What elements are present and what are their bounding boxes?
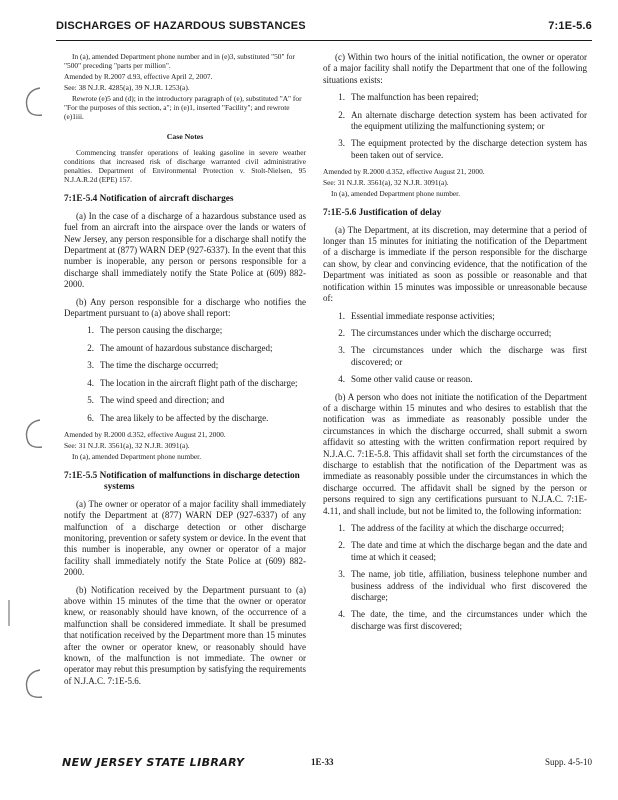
case-notes-heading: Case Notes: [166, 132, 204, 141]
list-item: 4. Some other valid cause or reason.: [338, 374, 473, 385]
page-footer: [56, 756, 592, 776]
paragraph-5-6-a: (a) The Department, at its discretion, may determine that a period of longer than 15 minutes for initiating the notification of the Department of a discharge is immediate if the person responsible for the discharge can show, by clear and convincing evidence, that the notification of the Department was initiated as soon as possible or reasonable and that notification within 15 minutes was impossible or unreasonable because of:: [323, 224, 587, 304]
paragraph-5-5-b: (b) Notification received by the Department pursuant to (a) above within 15 minutes of the time that the owner or operator knew, or reasonably should have known, of the occurrence of a malfunction shall be considered immediate. It shall be presumed that notification received by the Department more than 15 minutes after the owner or operator knew, or reasonably should have known, of the malfunction is not immediate. The owner or operator may rebut this presumption by satisfying the requirements of N.J.A.C. 7:1E-5.6.: [64, 584, 306, 686]
right-column: [323, 52, 587, 638]
list-item: 3. The time the discharge occurred;: [87, 360, 219, 371]
list-item: 3. The name, job title, affiliation, business telephone number and business address of the individual who first discovered the discharge;: [338, 569, 587, 603]
punch-hole-mark: [20, 666, 46, 702]
punch-hole-mark: [20, 84, 46, 120]
history-note: Amended by R.2007 d.93, effective April 2, 2007.: [64, 72, 213, 81]
punch-hole-mark: [20, 416, 46, 452]
history-note: In (a), amended Department phone number.: [72, 451, 202, 461]
list-5-4-b: [64, 325, 306, 423]
list-item: 4. The date, the time, and the circumstances under which the discharge was first discovered;: [338, 609, 587, 631]
paragraph-5-4-b: (b) Any person responsible for a discharge who notifies the Department pursuant to (a) above shall report:: [64, 296, 306, 319]
list-item: 5. The wind speed and direction; and: [87, 395, 225, 406]
list-item: 3. The equipment protected by the discharge detection system has been taken out of service.: [338, 138, 587, 160]
page-header: [56, 14, 592, 44]
list-item: 4. The location in the aircraft flight path of the discharge;: [87, 377, 298, 388]
library-stamp: NEW JERSEY STATE LIBRARY: [62, 756, 245, 769]
history-note: See: 31 N.J.R. 3561(a), 32 N.J.R. 3091(a).: [323, 178, 449, 188]
section-heading-5-4: 7:1E-5.4 Notification of aircraft discharges: [64, 194, 234, 205]
paragraph-5-5-c: (c) Within two hours of the initial notification, the owner or operator of a major facility shall notify the Department that one of the following situations exists:: [323, 52, 587, 85]
list-item: 2. The date and time at which the discharge began and the date and time at which it ceased;: [338, 540, 587, 562]
list-item: 2. The amount of hazardous substance discharged;: [87, 342, 273, 353]
paragraph-5-4-a: (a) In the case of a discharge of a hazardous substance used as fuel from an aircraft into the airspace over the lands or waters of New Jersey, any person responsible for a discharge shall notify the Department at (877) WARN DEP (927-6337). In the event that this number is inoperable, any person or persons responsible for a discharge shall immediately notify the State Police at (609) 882-2000.: [64, 210, 306, 290]
paragraph-5-5-a: (a) The owner or operator of a major facility shall immediately notify the Department at (877) WARN DEP (927-6337) of any malfunction of a discharge detection or other discharge monitoring, prevention or safety system or device. In the event that this number is inoperable, any owner or operator of a major facility shall immediately notify the State Police at (609) 882-2000.: [64, 498, 306, 578]
history-note: In (a), amended Department phone number.: [331, 189, 461, 199]
list-item: 1. The malfunction has been repaired;: [338, 92, 479, 103]
list-5-6-b: [323, 523, 587, 632]
list-item: 1. Essential immediate response activities;: [338, 310, 495, 321]
list-5-6-a: [323, 311, 587, 386]
history-note: Amended by R.2000 d.352, effective August 21, 2000.: [64, 429, 226, 439]
history-note: See: 31 N.J.R. 3561(a), 32 N.J.R. 3091(a).: [64, 440, 190, 450]
section-heading-5-6: 7:1E-5.6 Justification of delay: [323, 208, 442, 219]
list-item: 2. An alternate discharge detection system has been activated for the equipment utilizing the malfunctioning system; or: [338, 109, 587, 132]
list-5-5-c: [323, 92, 587, 161]
list-item: 3. The circumstances under which the discharge was first discovered; or: [338, 345, 587, 367]
supplement-date: Supp. 4-5-10: [545, 757, 592, 767]
margin-scan-mark: [8, 600, 10, 626]
case-notes-body: Commencing transfer operations of leaking gasoline in severe weather conditions that increased risk of discharge warranted civil administrative penalties. Department of Environmental Protection v. Stolt-Nielsen, 95 N.J.A.R.2d (EPE) 157.: [64, 148, 306, 185]
running-head-section: 7:1E-5.6: [548, 20, 592, 32]
paragraph-5-6-b: (b) A person who does not initiate the notification of the Department of a discharge within 15 minutes and who desires to establish that the notification was as immediate as reasonably possible under the circumstances in which the discharge occurred, shall submit a sworn affidavit so attesting with the written confirmation report required by N.J.A.C. 7:1E-5.8. This affidavit shall set forth the circumstances of the discharge to establish that the notification of the Department was as immediate as reasonably possible under the circumstances in which the discharge occurred. The affidavit shall be signed by the person or persons required to sign any certifications pursuant to N.J.A.C. 7:1E-4.11, and shall include, but not be limited to, the following information:: [323, 391, 587, 516]
history-note: In (a), amended Department phone number and in (e)3, substituted "50" for "500" preceding "parts per million".: [64, 52, 295, 70]
history-note: Rewrote (e)5 and (d); in the introductory paragraph of (e), substituted "A" for "For the purposes of this section, a"; in (e)1, inserted "Facility"; and rewrote (e)1iii.: [64, 94, 302, 121]
history-note: See: 38 N.J.R. 4285(a), 39 N.J.R. 1253(a).: [64, 83, 190, 92]
page-number: 1E-33: [311, 757, 334, 767]
running-head-title: DISCHARGES OF HAZARDOUS SUBSTANCES: [56, 20, 306, 32]
list-item: 1. The address of the facility at which the discharge occurred;: [338, 523, 564, 533]
list-item: 6. The area likely to be affected by the discharge.: [87, 412, 269, 423]
left-column: [64, 52, 306, 693]
history-note: Amended by R.2000 d.352, effective August 21, 2000.: [323, 167, 485, 177]
list-item: 1. The person causing the discharge;: [87, 325, 223, 336]
section-heading-5-5: 7:1E-5.5 Notification of malfunctions in discharge detection systems: [64, 470, 300, 493]
list-item: 2. The circumstances under which the discharge occurred;: [338, 327, 552, 338]
header-rule: [56, 40, 592, 41]
